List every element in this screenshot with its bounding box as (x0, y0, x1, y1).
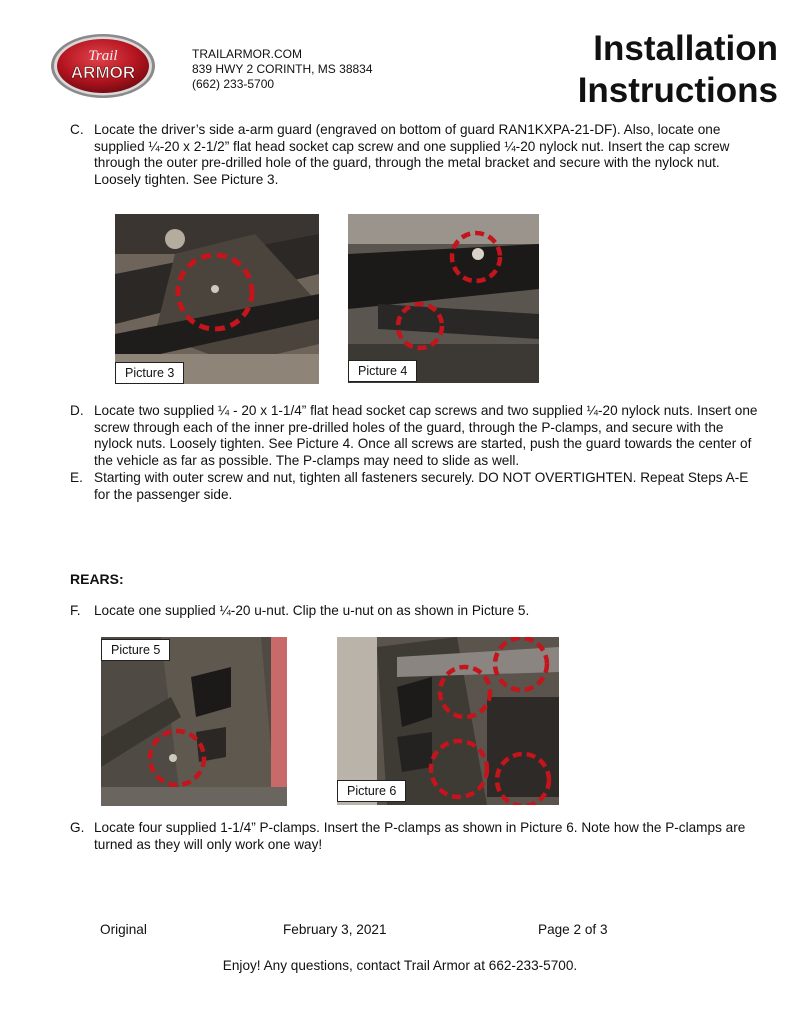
company-phone: (662) 233-5700 (192, 77, 275, 91)
rears-heading: REARS: (70, 571, 124, 587)
company-website: TRAILARMOR.COM (192, 47, 303, 61)
step-f-text: Locate one supplied ¼-20 u-nut. Clip the u-nut on as shown in Picture 5. (94, 603, 530, 618)
step-e-text: Starting with outer screw and nut, tighten all fasteners securely. DO NOT OVERTIGHTEN. Repeat Steps A-E for the passenger side. (94, 470, 749, 502)
step-f-letter: F. (70, 603, 81, 618)
step-d-letter: D. (70, 403, 84, 418)
footer-date: February 3, 2021 (283, 922, 387, 937)
step-d (70, 403, 760, 469)
logo-text-trail: Trail (88, 48, 118, 64)
step-c-text: Locate the driver’s side a-arm guard (engraved on bottom of guard RAN1KXPA-21-DF). Also, locate one supplied ¼-20 x 2-1/2” flat head socket cap screw and one supplied ¼-20 nylock nut. Insert the cap screw through the outer pre-drilled hole of the guard, through the metal bracket and secure with the nylock nut. Loosely tighten. See Picture 3. (94, 122, 730, 187)
step-d-text: Locate two supplied ¼ - 20 x 1-1/4” flat head socket cap screws and two supplied ¼-20 nylock nuts. Insert one screw through each of the inner pre-drilled holes of the guard, through the P-clamps, and secure with the nylock nuts. Loosely tighten. See Picture 4. Once all screws are started, push the guard towards the center of the vehicle as far as possible. The P-clamps may need to slide as well. (94, 403, 758, 468)
step-c-letter: C. (70, 122, 84, 137)
footer-page-number: Page 2 of 3 (538, 922, 608, 937)
step-g-letter: G. (70, 820, 85, 835)
picture-3-photo (115, 214, 319, 384)
picture-5-photo (101, 637, 287, 806)
step-e (70, 470, 760, 503)
picture-6-caption: Picture 6 (337, 780, 406, 802)
company-address: 839 HWY 2 CORINTH, MS 38834 (192, 62, 373, 76)
picture-3-caption: Picture 3 (115, 362, 184, 384)
step-c (70, 122, 760, 188)
logo-text-armor: ARMOR (70, 63, 136, 82)
step-g-text: Locate four supplied 1-1/4” P-clamps. Insert the P-clamps as shown in Picture 6. Note how the P-clamps are turned as they will only work one way! (94, 820, 746, 852)
company-contact-block (192, 47, 373, 92)
step-f (70, 603, 760, 620)
footer-original: Original (100, 922, 147, 937)
page-title-line2: Instructions (577, 71, 778, 110)
picture-4-photo (348, 214, 539, 383)
page-title-line1: Installation (593, 29, 778, 68)
picture-4-caption: Picture 4 (348, 360, 417, 382)
trail-armor-logo (50, 33, 156, 99)
picture-5-caption: Picture 5 (101, 639, 170, 661)
footer-contact-line: Enjoy! Any questions, contact Trail Armor at 662-233-5700. (222, 958, 578, 973)
page-title (578, 28, 778, 112)
step-e-letter: E. (70, 470, 83, 485)
step-g (70, 820, 760, 853)
